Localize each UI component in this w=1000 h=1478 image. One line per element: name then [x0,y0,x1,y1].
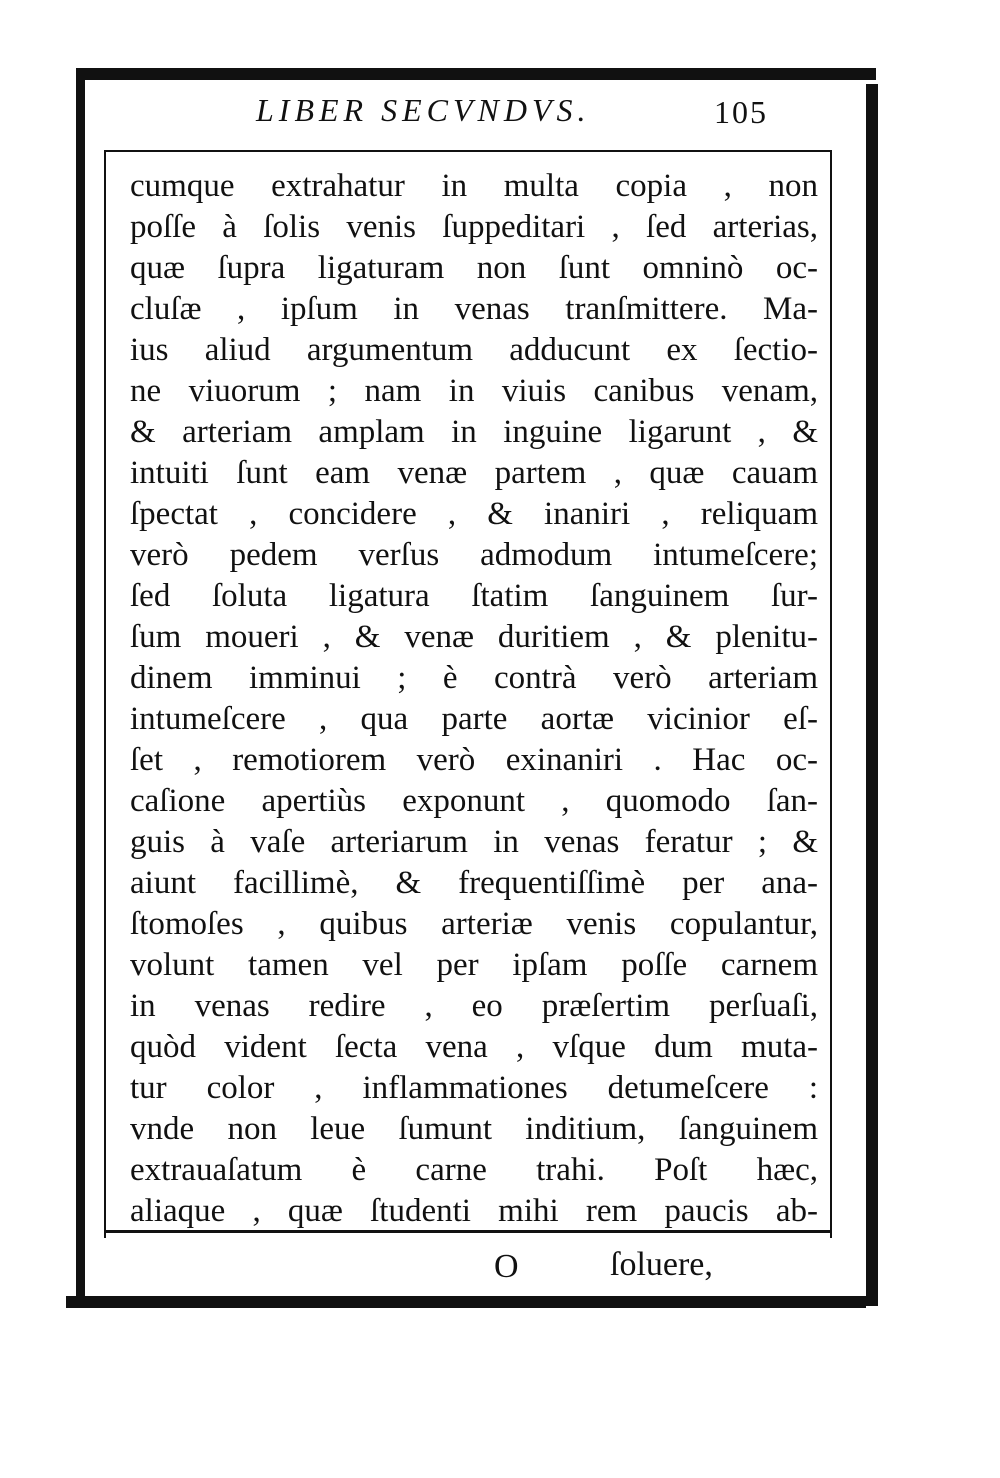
text-line: ſum moueri , & venæ duritiem , & plenitu- [130,619,818,655]
text-line: ſpectat , concidere , & inaniri , reliquam [130,496,818,532]
text-line: ius aliud argumentum adducunt ex ſectio- [130,332,818,368]
text-line: vnde non leue ſumunt inditium, ſanguinem [130,1111,818,1147]
text-line: aiunt facillimè, & frequentiſſimè per ana- [130,865,818,901]
text-line: poſſe à ſolis venis ſuppeditari , ſed arterias, [130,209,818,245]
body-text [130,166,818,1232]
text-line: cumque extrahatur in multa copia , non [130,168,818,204]
text-line: intumeſcere , qua parte aortæ vicinior eſ- [130,701,818,737]
text-line: ſet , remotiorem verò exinaniri . Hac oc- [130,742,818,778]
outer-border-bottom [66,1296,866,1308]
outer-border-left [76,68,85,1306]
catchword: ſoluere, [610,1246,713,1283]
text-line: verò pedem verſus admodum intumeſcere; [130,537,818,573]
page-number: 105 [714,94,768,130]
text-line: dinem imminui ; è contrà verò arteriam [130,660,818,696]
text-line: ſtomoſes , quibus arteriæ venis copulantur, [130,906,818,942]
text-line: aliaque , quæ ſtudenti mihi rem paucis ab- [130,1193,818,1229]
signature-mark: O [494,1248,519,1285]
outer-border-right [866,84,878,1306]
text-line: guis à vaſe arteriarum in venas feratur ; & [130,824,818,860]
text-line: intuiti ſunt eam venæ partem , quæ cauam [130,455,818,491]
text-line: tur color , inflammationes detumeſcere : [130,1070,818,1106]
running-title: LIBER SECVNDVS. [256,92,591,128]
text-line: extrauaſatum è carne trahi. Poſt hæc, [130,1152,818,1188]
inner-border-left [104,150,106,1238]
text-line: quæ ſupra ligaturam non ſunt omninò oc- [130,250,818,286]
text-line: caſione apertiùs exponunt , quomodo ſan- [130,783,818,819]
text-line: & arteriam amplam in inguine ligarunt , & [130,414,818,450]
text-line: quòd vident ſecta vena , vſque dum muta- [130,1029,818,1065]
outer-border-top [76,68,876,80]
text-line: cluſæ , ipſum in venas tranſmittere. Ma- [130,291,818,327]
text-line: in venas redire , eo præſertim perſuaſi, [130,988,818,1024]
text-line: volunt tamen vel per ipſam poſſe carnem [130,947,818,983]
inner-border-top [104,150,832,152]
text-line: ſed ſoluta ligatura ſtatim ſanguinem ſur- [130,578,818,614]
inner-border-right [830,150,832,1238]
text-line: ne viuorum ; nam in viuis canibus venam, [130,373,818,409]
